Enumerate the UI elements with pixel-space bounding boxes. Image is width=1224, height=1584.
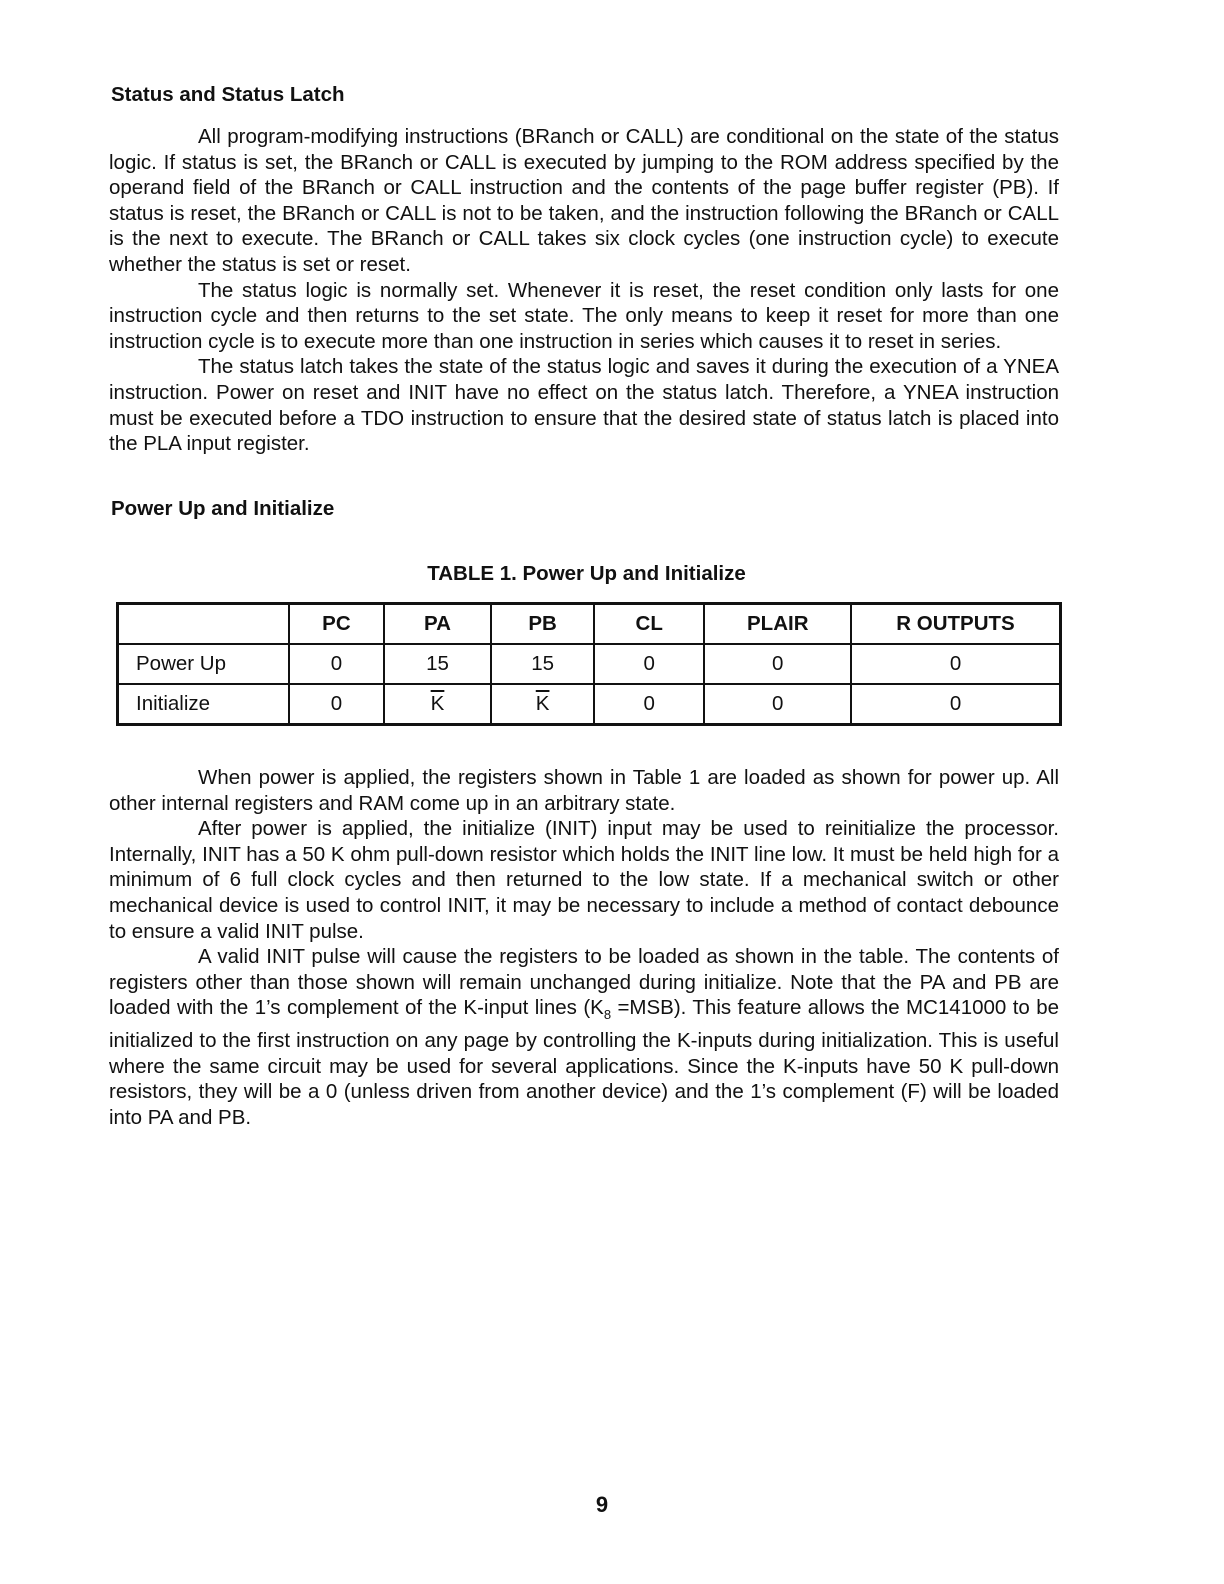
subscript: 8	[603, 1007, 612, 1023]
paragraph: After power is applied, the initialize (INIT) input may be used to reinitialize the processor. Internally, INIT has a 50 K ohm pull-down resistor which holds the INIT line low. It must be held high for a minimum of 6 full clock cycles and then returned to the low state. If a mechanical switch or other mechanical device is used to control INIT, it may be necessary to include a method of contact debounce to ensure a valid INIT pulse.	[109, 817, 1059, 943]
header-cell: CL	[594, 604, 705, 645]
table-cell: 15	[491, 644, 594, 684]
header-cell	[118, 604, 290, 645]
table-row	[118, 644, 1061, 684]
table-cell: 0	[594, 644, 705, 684]
row-label: Initialize	[118, 684, 290, 725]
section-heading-status-latch: Status and Status Latch	[111, 83, 345, 106]
section-heading-power-up: Power Up and Initialize	[111, 497, 335, 520]
table-cell: 0	[851, 684, 1060, 725]
paragraph: The status logic is normally set. Whenever it is reset, the reset condition only lasts for one instruction cycle and then returns to the set state. The only means to keep it reset for more than one instruction cycle is to execute more than one instruction in series which causes it to reset in series.	[109, 278, 1059, 353]
page-number: 9	[595, 1492, 609, 1517]
table-cell: 0	[704, 684, 851, 725]
paragraph: All program-modifying instructions (BRanch or CALL) are conditional on the state of the status logic. If status is set, the BRanch or CALL is executed by jumping to the ROM address specified by the operand field of the BRanch or CALL instruction and the contents of the page buffer register (PB). If status is reset, the BRanch or CALL is not to be taken, and the instruction following the BRanch or CALL is the next to execute. The BRanch or CALL takes six clock cycles (one instruction cycle) to execute whether the status is set or reset.	[109, 125, 1059, 276]
table-cell: 0	[851, 644, 1060, 684]
table-header-row	[118, 604, 1061, 645]
header-cell: PLAIR	[704, 604, 851, 645]
table-cell	[384, 684, 492, 725]
paragraph: When power is applied, the registers shown in Table 1 are loaded as shown for power up. All other internal registers and RAM come up in an arbitrary state.	[109, 766, 1059, 815]
header-cell: PB	[491, 604, 594, 645]
table-row	[118, 684, 1061, 725]
table-title: TABLE 1. Power Up and Initialize	[427, 562, 746, 585]
header-cell: PA	[384, 604, 492, 645]
table-cell: 0	[704, 644, 851, 684]
paragraph-text: A valid INIT pulse will cause the registers to be loaded as shown in the table. The contents of registers other than those shown will remain unchanged during initialize. Note that the PA and PB are loaded with the 1’s complement of the K-input lines (K	[109, 945, 1059, 1020]
header-cell: PC	[289, 604, 384, 645]
row-label: Power Up	[118, 644, 290, 684]
header-cell: R OUTPUTS	[851, 604, 1060, 645]
table-cell: 0	[289, 644, 384, 684]
table-cell	[491, 684, 594, 725]
k-complement: $\overline{K}$	[430, 692, 445, 715]
power-up-body	[109, 765, 1059, 1130]
status-latch-body	[109, 124, 1059, 457]
k-complement: $\overline{K}$	[535, 692, 550, 715]
table-cell: 15	[384, 644, 492, 684]
paragraph-text: =MSB). This feature allows the MC141000 to be initialized to the first instruction on any page by controlling the K-inputs during initialization. This is useful where the same circuit may be used for several applications. Since the K-inputs have 50 K pull-down resistors, they will be a 0 (unless driven from another device) and the 1’s complement (F) will be loaded into PA and PB.	[109, 996, 1060, 1129]
table-cell: 0	[289, 684, 384, 725]
table-cell: 0	[594, 684, 705, 725]
paragraph	[109, 944, 1059, 1130]
power-up-table	[116, 602, 1062, 726]
paragraph: The status latch takes the state of the status logic and saves it during the execution of a YNEA instruction. Power on reset and INIT have no effect on the status latch. Therefore, a YNEA instruction must be executed before a TDO instruction to ensure that the desired state of status latch is placed into the PLA input register.	[109, 355, 1059, 456]
